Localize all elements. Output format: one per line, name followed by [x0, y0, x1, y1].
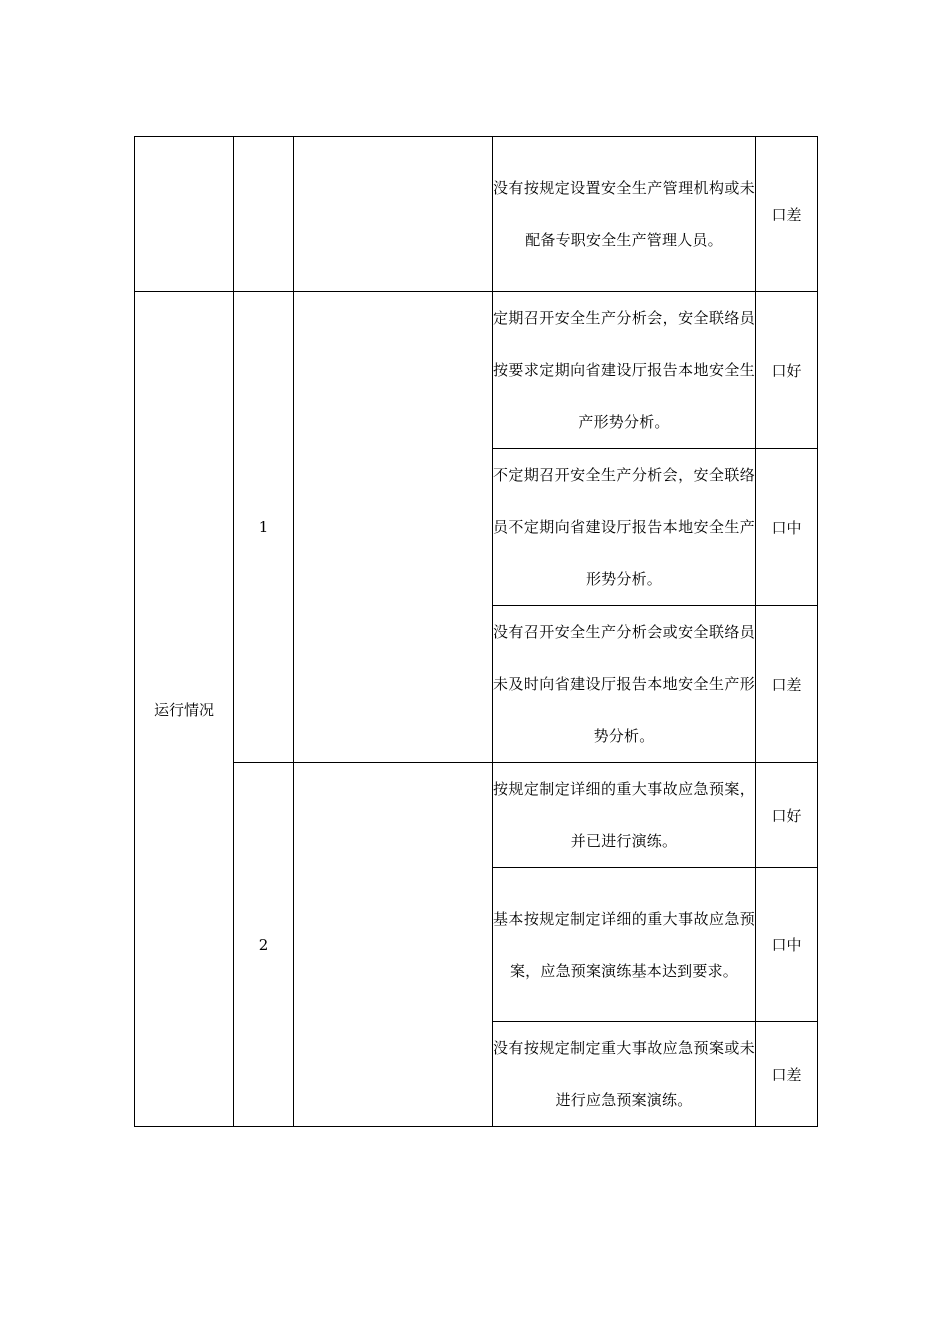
criterion-cell [493, 868, 756, 1022]
criterion-cell [493, 763, 756, 868]
index-cell: 1 [234, 292, 294, 763]
criterion-cell [493, 137, 756, 292]
item-cell [294, 763, 493, 1127]
grade-cell: 口差 [756, 606, 818, 763]
grade-cell: 口好 [756, 292, 818, 449]
index-cell: 2 [234, 763, 294, 1127]
grade-cell: 口好 [756, 763, 818, 868]
table-row [135, 137, 818, 292]
criterion-text: 按规定制定详细的重大事故应急预案，并已进行演练。 [493, 780, 755, 850]
criterion-text: 不定期召开安全生产分析会，安全联络员不定期向省建设厅报告本地安全生产形势分析。 [493, 466, 755, 588]
grade-cell: 口中 [756, 449, 818, 606]
criterion-text: 没有按规定设置安全生产管理机构或未配备专职安全生产管理人员。 [493, 179, 755, 249]
grade-cell: 口差 [756, 1022, 818, 1127]
criterion-text: 没有召开安全生产分析会或安全联络员未及时向省建设厅报告本地安全生产形势分析。 [493, 623, 755, 745]
criterion-cell [493, 449, 756, 606]
item-cell [294, 292, 493, 763]
category-cell [135, 137, 234, 292]
item-cell [294, 137, 493, 292]
criterion-text: 定期召开安全生产分析会，安全联络员按要求定期向省建设厅报告本地安全生产形势分析。 [493, 309, 755, 431]
index-cell [234, 137, 294, 292]
criterion-text: 没有按规定制定重大事故应急预案或未进行应急预案演练。 [493, 1039, 755, 1109]
table-row [135, 292, 818, 449]
grade-cell: 口差 [756, 137, 818, 292]
criterion-text: 基本按规定制定详细的重大事故应急预案，应急预案演练基本达到要求。 [493, 909, 755, 980]
criterion-cell [493, 292, 756, 449]
grade-cell: 口中 [756, 868, 818, 1022]
criterion-cell [493, 606, 756, 763]
table-row [135, 763, 818, 868]
criterion-cell [493, 1022, 756, 1127]
evaluation-table [134, 136, 818, 1127]
category-cell: 运行情况 [135, 292, 234, 1127]
